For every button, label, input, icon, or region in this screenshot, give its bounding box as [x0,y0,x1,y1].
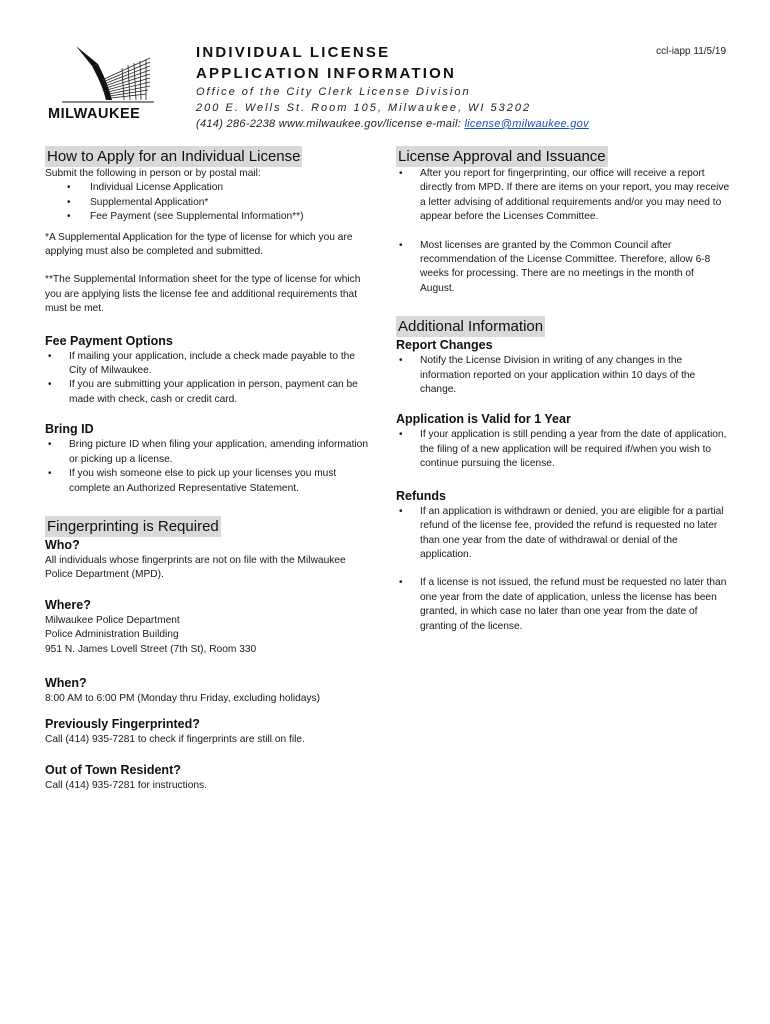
supplemental-information-note: **The Supplemental Information sheet for the type of license for which you are applying lists the license fee and additional requirements that must be met. [45,274,361,315]
out-of-town-heading: Out of Town Resident? [45,762,181,777]
when-text: 8:00 AM to 6:00 PM (Monday thru Friday, excluding holidays) [45,692,321,704]
supplemental-application-note: *A Supplemental Application for the type of license for which you are applying must also be completed and submitted. [45,231,353,258]
office-name: Office of the City Clerk License Division [196,86,471,98]
where-line: 951 N. James Lovell Street (7th St), Room 330 [45,643,257,655]
list-item: • If you wish someone else to pick up your licenses you must complete an Authorized Representative Statement. [69,467,375,496]
when-heading: When? [45,675,87,690]
fee-payment-heading: Fee Payment Options [45,333,173,348]
list-item: • Most licenses are granted by the Common Council after recommendation of the License Committee. Therefore, allow 6-8 weeks for processing. There are no meetings in the month of August. [420,239,730,297]
approval-heading: License Approval and Issuance [398,148,606,165]
fingerprinting-heading: Fingerprinting is Required [47,517,219,535]
list-item: • Notify the License Division in writing of any changes in the information reported on your application within 10 days of the change. [420,354,730,397]
list-item: • Fee Payment (see Supplemental Information**) [90,210,375,224]
email-link[interactable]: license@milwaukee.gov [464,118,589,130]
out-of-town-text: Call (414) 935-7281 for instructions. [45,779,207,791]
bring-id-list [45,438,375,496]
list-item: • If an application is withdrawn or denied, you are eligible for a partial refund of the license fee, provided the refund is requested no later than one year from the date of withdrawal or denial of the application. [420,505,730,563]
form-code: ccl-iapp 11/5/19 [656,46,726,57]
document-title-line-1: INDIVIDUAL LICENSE [196,44,391,61]
list-item: • After you report for fingerprinting, our office will receive a report directly from MPD. If there are items on your report, you may receive a letter advising of additional requirements and/or you may need to appear before the Licenses Committee. [420,167,730,225]
previously-fingerprinted-text: Call (414) 935-7281 to check if fingerprints are still on file. [45,734,305,746]
list-item: • If your application is still pending a year from the date of application, the filing of a new application will be required if/when you wish to continue pursuing the license. [420,428,730,471]
previously-fingerprinted-heading: Previously Fingerprinted? [45,717,200,732]
list-item: • Individual License Application [90,181,375,195]
application-items-list [45,181,375,224]
contact-phone-web: (414) 286-2238 www.milwaukee.gov/license e-mail: [196,118,465,130]
valid-one-year-heading: Application is Valid for 1 Year [396,412,571,427]
where-heading: Where? [45,597,91,612]
list-item: • If you are submitting your application in person, payment can be made with check, cash or credit card. [69,378,375,407]
office-contact [196,116,589,132]
report-changes-heading: Report Changes [396,338,493,353]
how-to-apply-intro: Submit the following in person or by postal mail: [45,168,261,179]
additional-information-heading: Additional Information [398,318,544,336]
logo-wordmark: MILWAUKEE [48,106,141,122]
refunds-list [396,505,730,634]
how-to-apply-heading: How to Apply for an Individual License [47,148,301,165]
list-item: • If a license is not issued, the refund must be requested no later than one year from the date of application, unless the license has been granted, in which case no later than one year from the date of granting of the license. [420,576,730,634]
list-item: • If mailing your application, include a check made payable to the City of Milwaukee. [69,350,375,379]
list-item: • Bring picture ID when filing your application, amending information or picking up a license. [69,438,375,467]
refunds-heading: Refunds [396,488,446,503]
who-heading: Who? [45,537,80,552]
left-column [45,146,375,793]
document-title-line-2: APPLICATION INFORMATION [196,65,457,82]
who-text: All individuals whose fingerprints are not on file with the Milwaukee Police Department (MPD). [45,554,346,581]
fee-payment-list [45,350,375,408]
list-item: • Supplemental Application* [90,196,375,210]
bring-id-heading: Bring ID [45,422,94,437]
city-logo-icon [62,44,154,110]
document-header [196,42,589,132]
right-column [396,146,730,634]
milwaukee-logo [40,44,162,124]
office-address: 200 E. Wells St. Room 105, Milwaukee, WI 53202 [196,102,532,114]
valid-one-year-list [396,428,730,471]
where-line: Police Administration Building [45,629,179,641]
where-line: Milwaukee Police Department [45,614,180,626]
approval-list [396,167,730,296]
report-changes-list [396,354,730,397]
